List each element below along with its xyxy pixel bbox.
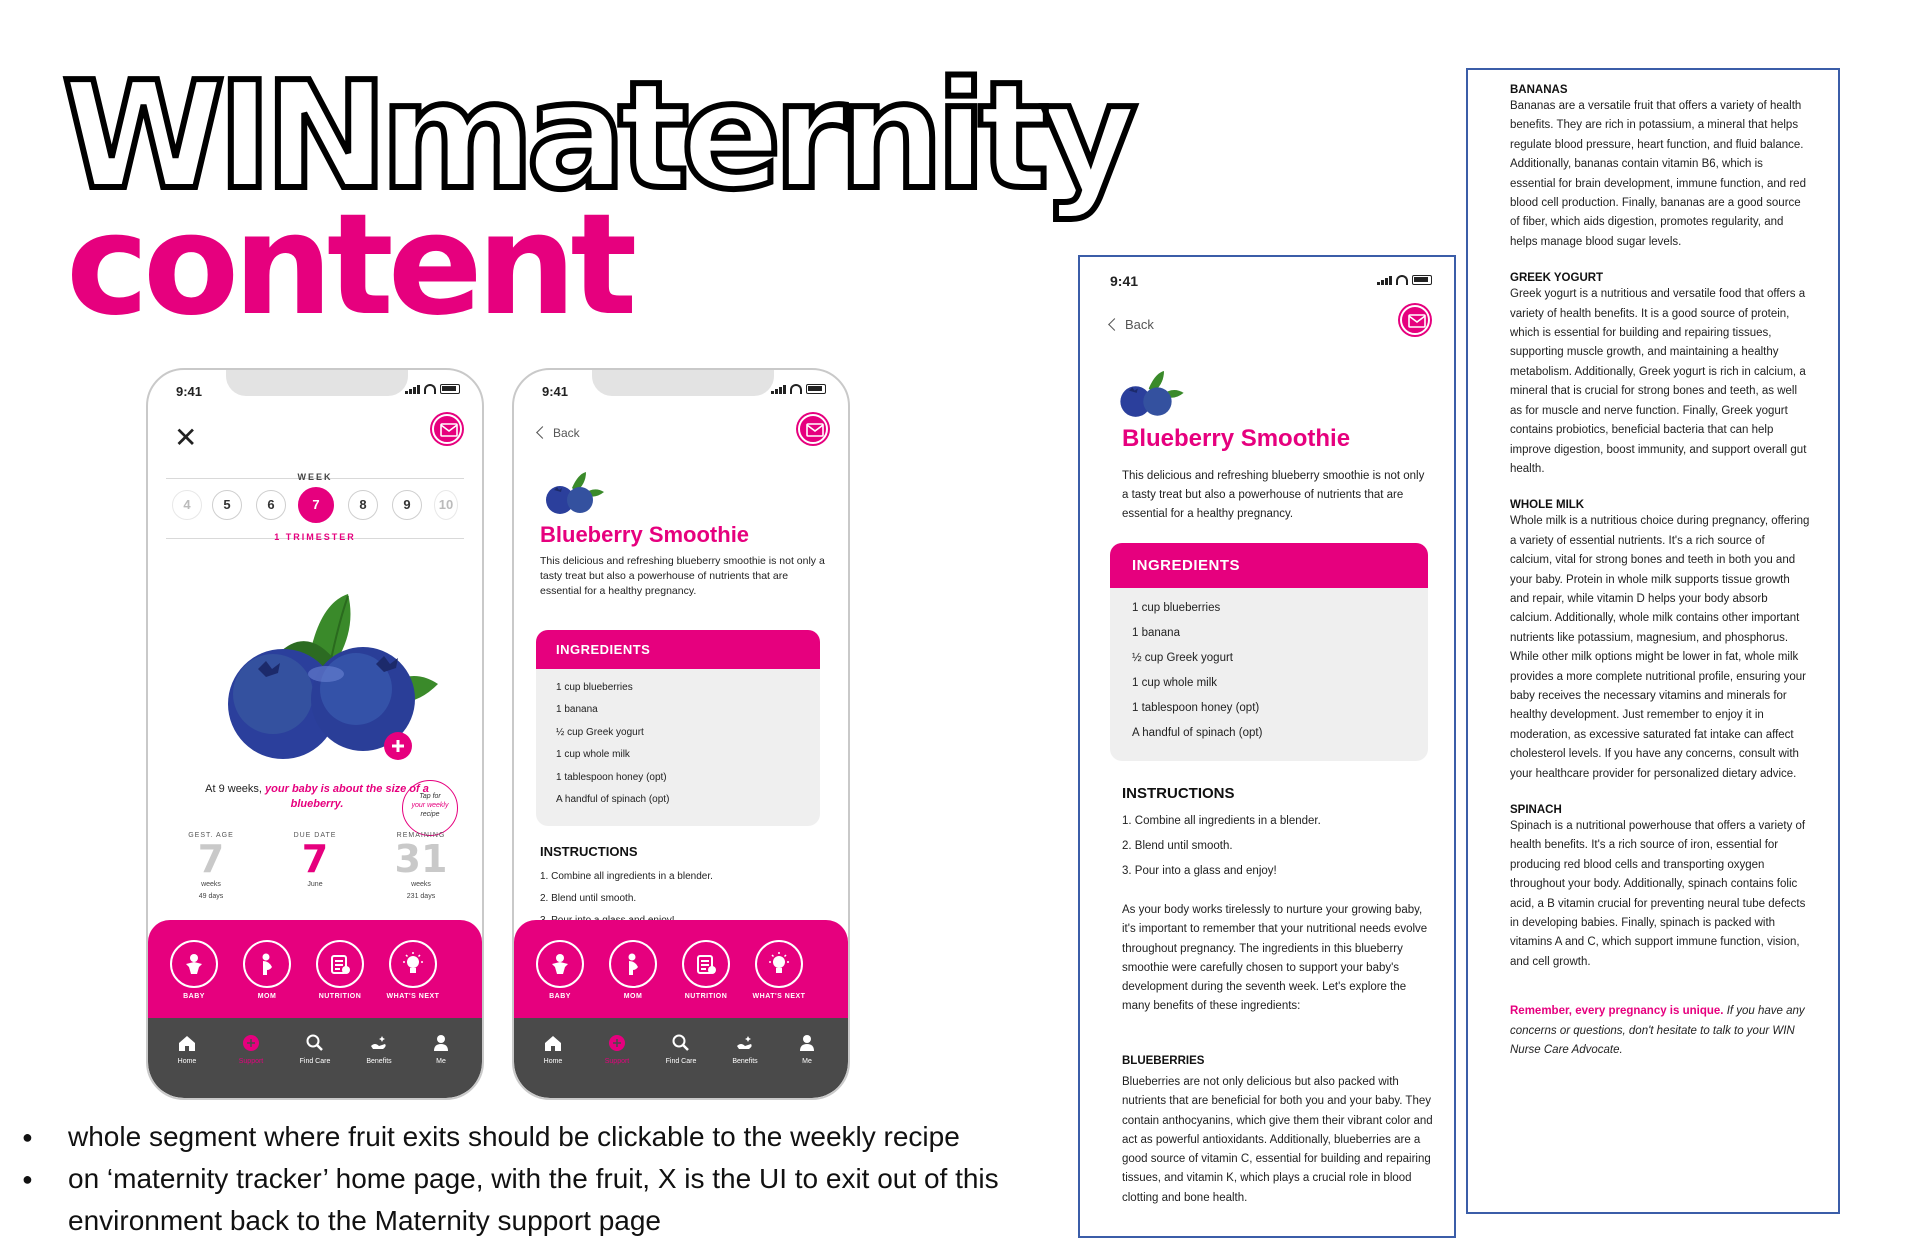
instruction-step: 3. Pour into a glass and enjoy! bbox=[1122, 865, 1277, 877]
instructions-heading: INSTRUCTIONS bbox=[540, 844, 638, 859]
back-button[interactable] bbox=[1110, 317, 1154, 332]
battery-icon bbox=[440, 384, 460, 394]
support-nav-label: WHAT'S NEXT bbox=[752, 993, 806, 1000]
ingredient-item: A handful of spinach (opt) bbox=[1132, 727, 1263, 739]
page-title-line2: content bbox=[66, 184, 632, 347]
benefit-text: Greek yogurt is a nutritious and versatile food that offers a variety of health benefits. It is a good source of protein, which is essential for building and repairing tissues, supporting muscle growth, and maintaining a healthy metabolism. Additionally, Greek yogurt is rich in calcium, a mineral that is crucial for strong bones and teeth, as well as for muscle and nerve function. Finally, Greek yogurt contains probiotics, beneficial bacteria that can help improve digestion, boost immunity, and support overall gut health. bbox=[1510, 288, 1807, 475]
status-time: 9:41 bbox=[1110, 273, 1139, 289]
support-nav-label: BABY bbox=[549, 993, 571, 1000]
ingredients-heading: INGREDIENTS bbox=[536, 630, 820, 669]
benefits-icon bbox=[369, 1034, 389, 1052]
bottom-nav-me[interactable] bbox=[777, 1034, 837, 1065]
bottom-nav-me[interactable] bbox=[411, 1034, 471, 1065]
message-button[interactable] bbox=[432, 414, 462, 444]
recipe-intro: This delicious and refreshing blueberry smoothie is not only a tasty treat but also a powerhouse of nutrients that are essential for a healthy pregnancy. bbox=[1122, 470, 1425, 520]
stat-label: REMAINING bbox=[396, 832, 446, 839]
status-time: 9:41 bbox=[542, 384, 569, 399]
footer-note bbox=[1510, 1002, 1810, 1060]
recipe-body-text: As your body works tirelessly to nurture your growing baby, it's important to remember that your nutritional needs evolve throughout pregnancy. The ingredients in this blueberry smoothie were carefully chosen to support your baby's development during the seventh week. Let's explore the many benefits of these ingredients: bbox=[1122, 904, 1428, 1013]
ingredients-card bbox=[536, 630, 820, 826]
tap-bubble-line: Tap for bbox=[419, 793, 441, 800]
support-nav-label: MOM bbox=[257, 993, 277, 1000]
instruction-step: 2. Blend until smooth. bbox=[1122, 840, 1233, 852]
signal-icon bbox=[405, 384, 420, 394]
back-label: Back bbox=[553, 426, 580, 440]
week-selector[interactable] bbox=[172, 490, 462, 524]
benefit-heading: SPINACH bbox=[1510, 804, 1562, 816]
bottom-nav-label: Support bbox=[238, 1058, 264, 1065]
back-label: Back bbox=[1125, 317, 1154, 332]
instruction-step: 1. Combine all ingredients in a blender. bbox=[1122, 815, 1321, 827]
benefit-text: Bananas are a versatile fruit that offers a variety of health benefits. They are rich in potassium, a mineral that helps regulate blood pressure, heart function, and fluid balance. Additionally, bananas contain vitamin B6, which is essential for brain development, immune function, and red blood cell production. Finally, bananas are a good source of fiber, which aids digestion, promotes regularity, and helps manage blood sugar levels. bbox=[1510, 100, 1806, 248]
chevron-left-icon bbox=[1108, 318, 1121, 331]
search-icon bbox=[671, 1034, 691, 1052]
benefit-text: Whole milk is a nutritious choice during pregnancy, offering a variety of essential nutrients. It's a rich source of calcium, vital for strong bones and teeth in both you and your baby. Protein in whole milk supports tissue growth and repair, while vitamin D helps your body absorb calcium. Additionally, whole milk contains other important nutrients like potassium, magnesium, and phosphorus. While other milk options might be lower in fat, whole milk provides a more complete nutritional profile, ensuring your baby receives the necessary vitamins and minerals for healthy development. Just remember to enjoy it in moderation, as excessive saturated fat intake can affect cholesterol levels. If you have any concerns, consult with your healthcare provider for personalized dietary advice. bbox=[1510, 515, 1810, 780]
baby-size-caption bbox=[188, 782, 446, 812]
stat-sub: 49 days bbox=[198, 893, 224, 900]
person-icon bbox=[797, 1034, 817, 1052]
ingredient-item: A handful of spinach (opt) bbox=[556, 794, 670, 806]
stat-label: DUE DATE bbox=[293, 832, 337, 839]
message-button[interactable] bbox=[1400, 305, 1430, 335]
caption-prefix: At 9 weeks, bbox=[205, 783, 262, 795]
bottom-nav-label: Benefits bbox=[732, 1058, 758, 1065]
bottom-nav-home[interactable] bbox=[157, 1034, 217, 1065]
benefit-section bbox=[1510, 499, 1810, 784]
benefits-column bbox=[1466, 68, 1840, 1214]
note-item: ● whole segment where fruit exits should be clickable to the weekly recipe bbox=[22, 1116, 1042, 1158]
mom-icon bbox=[621, 952, 645, 976]
trimester-label: 1 TRIMESTER bbox=[274, 532, 356, 542]
blueberries-heading: BLUEBERRIES bbox=[1122, 1055, 1205, 1067]
wifi-icon bbox=[424, 384, 436, 394]
recipe-phone bbox=[512, 368, 850, 1100]
bottom-nav-label: Me bbox=[802, 1058, 812, 1065]
stat-value: 31 bbox=[394, 837, 448, 881]
pregnancy-stats bbox=[166, 832, 466, 902]
ingredient-item: 1 banana bbox=[556, 704, 598, 716]
caption-emphasis: your baby is about the size of a blueberry. bbox=[265, 783, 429, 810]
wifi-icon bbox=[790, 384, 802, 394]
mail-icon bbox=[1408, 314, 1426, 328]
instruction-step: 2. Blend until smooth. bbox=[540, 893, 637, 904]
support-nav-mom[interactable] bbox=[232, 940, 302, 1000]
blueberry-icon bbox=[1118, 371, 1186, 419]
bottom-nav-label: Home bbox=[543, 1058, 563, 1065]
blueberries-text: Blueberries are not only delicious but also packed with nutrients that are beneficial for both you and your baby. They contain anthocyanins, which give them their vibrant color and act as powerful antioxidants. Additionally, blueberries are a good source of vitamin C, essential for building and repairing tissues, and vitamin K, which plays a crucial role in blood clotting and bone health. bbox=[1122, 1076, 1433, 1204]
benefit-heading: BANANAS bbox=[1510, 84, 1568, 96]
bottom-nav-home[interactable] bbox=[523, 1034, 583, 1065]
close-icon[interactable]: ✕ bbox=[174, 422, 198, 453]
benefit-heading: WHOLE MILK bbox=[1510, 499, 1585, 512]
ingredient-item: 1 cup whole milk bbox=[556, 749, 630, 761]
week-item[interactable]: 10 bbox=[434, 490, 458, 520]
mom-icon bbox=[255, 952, 279, 976]
bottom-nav-label: Find Care bbox=[665, 1058, 697, 1065]
battery-icon bbox=[806, 384, 826, 394]
back-button[interactable] bbox=[538, 426, 580, 440]
footer-note-bold: Remember, every pregnancy is unique. bbox=[1510, 1005, 1724, 1018]
chevron-left-icon bbox=[536, 426, 549, 439]
support-nav bbox=[514, 920, 848, 1020]
signal-icon bbox=[771, 384, 786, 394]
ingredient-item: 1 banana bbox=[1132, 627, 1180, 639]
mail-icon bbox=[806, 423, 824, 437]
nutrition-icon bbox=[694, 952, 718, 976]
week-item-active[interactable]: 7 bbox=[298, 487, 334, 523]
support-nav-label: BABY bbox=[183, 993, 205, 1000]
support-icon bbox=[607, 1034, 627, 1052]
bottom-nav-label: Benefits bbox=[366, 1058, 392, 1065]
support-nav-label: MOM bbox=[623, 993, 643, 1000]
bottom-nav-benefits[interactable] bbox=[349, 1034, 409, 1065]
mail-icon bbox=[440, 423, 458, 437]
ingredient-item: 1 cup blueberries bbox=[556, 682, 633, 693]
tap-bubble-line: recipe bbox=[420, 810, 440, 818]
ingredient-item: 1 tablespoon honey (opt) bbox=[556, 771, 667, 783]
blueberry-icon bbox=[544, 472, 606, 516]
stat-unit: June bbox=[307, 881, 323, 888]
recipe-full-screen bbox=[1078, 255, 1456, 1238]
stat-unit: weeks bbox=[411, 881, 431, 888]
bottom-nav-support[interactable] bbox=[587, 1034, 647, 1065]
note-item: ● on ‘maternity tracker’ home page, with the fruit, X is the UI to exit out of this environment back to the Maternity support page bbox=[22, 1158, 1042, 1242]
page-title-line1: WINmaternity bbox=[62, 50, 1130, 222]
bottom-nav-label: Me bbox=[436, 1058, 446, 1065]
recipe-title: Blueberry Smoothie bbox=[1122, 425, 1351, 452]
tap-bubble-line: your weekly bbox=[411, 801, 449, 809]
ingredient-item: ½ cup Greek yogurt bbox=[556, 726, 644, 738]
instructions-heading: INSTRUCTIONS bbox=[1122, 785, 1235, 802]
week-label: WEEK bbox=[297, 472, 333, 482]
week-item[interactable]: 8 bbox=[348, 490, 378, 520]
week-item[interactable]: 6 bbox=[256, 490, 286, 520]
support-nav-label: WHAT'S NEXT bbox=[386, 993, 440, 1000]
bottom-nav bbox=[514, 1018, 848, 1098]
recipe-intro: This delicious and refreshing blueberry smoothie is not only a tasty treat but also a powerhouse of nutrients that are essential for a healthy pregnancy. bbox=[540, 555, 825, 597]
lightbulb-icon bbox=[767, 952, 791, 976]
stat-sub: 231 days bbox=[406, 893, 436, 900]
support-icon bbox=[241, 1034, 261, 1052]
message-button[interactable] bbox=[798, 414, 828, 444]
status-bar bbox=[514, 370, 848, 406]
tracker-phone bbox=[146, 368, 484, 1100]
stat-due-date bbox=[270, 832, 360, 891]
benefits-icon bbox=[735, 1034, 755, 1052]
bottom-nav-support[interactable] bbox=[221, 1034, 281, 1065]
stat-unit: weeks bbox=[201, 881, 221, 888]
benefit-text: Spinach is a nutritional powerhouse that offers a variety of health benefits. It's a rich source of iron, essential for producing red blood cells and transporting oxygen throughout your body. Additionally, spinach contains folic acid, a B vitamin crucial for preventing neural tube defects in developing babies. Finally, spinach is packed with vitamins A and C, which support immune function, vision, and cell growth. bbox=[1510, 820, 1806, 968]
baby-icon bbox=[182, 952, 206, 976]
home-icon bbox=[177, 1034, 197, 1052]
support-nav-nutrition[interactable] bbox=[305, 940, 375, 1000]
benefit-section bbox=[1510, 84, 1810, 252]
support-nav-whats-next[interactable] bbox=[744, 940, 814, 1000]
bottom-nav-find-care[interactable] bbox=[651, 1034, 711, 1065]
stat-value: 7 bbox=[197, 837, 225, 881]
stat-gest-age bbox=[166, 832, 256, 903]
nutrition-icon bbox=[328, 952, 352, 976]
search-icon bbox=[305, 1034, 325, 1052]
bottom-nav-find-care[interactable] bbox=[285, 1034, 345, 1065]
instructions-list bbox=[1122, 809, 1321, 884]
wifi-icon bbox=[1396, 275, 1408, 285]
bottom-nav-label: Find Care bbox=[299, 1058, 331, 1065]
week-item[interactable]: 4 bbox=[172, 490, 202, 520]
ingredient-item: ½ cup Greek yogurt bbox=[1132, 652, 1233, 664]
ingredients-heading: INGREDIENTS bbox=[1110, 543, 1428, 588]
ingredient-item: 1 cup blueberries bbox=[1132, 602, 1221, 614]
support-nav-whats-next[interactable] bbox=[378, 940, 448, 1000]
support-nav-nutrition[interactable] bbox=[671, 940, 741, 1000]
ingredients-card bbox=[1110, 543, 1428, 761]
person-icon bbox=[431, 1034, 451, 1052]
stat-remaining bbox=[376, 832, 466, 903]
benefit-section bbox=[1510, 804, 1810, 972]
support-nav-label: NUTRITION bbox=[318, 993, 362, 1000]
recipe-title: Blueberry Smoothie bbox=[540, 522, 750, 547]
support-nav-baby[interactable] bbox=[159, 940, 229, 1000]
signal-icon bbox=[1377, 275, 1392, 285]
instruction-step: 1. Combine all ingredients in a blender. bbox=[540, 871, 713, 882]
status-bar bbox=[148, 370, 482, 406]
benefit-heading: GREEK YOGURT bbox=[1510, 272, 1604, 285]
stat-value: 7 bbox=[301, 837, 329, 881]
annotation-notes bbox=[22, 1116, 1042, 1242]
lightbulb-icon bbox=[401, 952, 425, 976]
baby-icon bbox=[548, 952, 572, 976]
status-time: 9:41 bbox=[176, 384, 203, 399]
battery-icon bbox=[1412, 275, 1432, 285]
support-nav bbox=[148, 920, 482, 1020]
bottom-nav-benefits[interactable] bbox=[715, 1034, 775, 1065]
home-icon bbox=[543, 1034, 563, 1052]
stat-label: GEST. AGE bbox=[188, 832, 234, 839]
support-nav-mom[interactable] bbox=[598, 940, 668, 1000]
footer-note-rest: If you have any concerns or questions, don't hesitate to talk to your WIN Nurse Care Advocate. bbox=[1510, 1005, 1805, 1057]
week-item[interactable]: 5 bbox=[212, 490, 242, 520]
bottom-nav bbox=[148, 1018, 482, 1098]
ingredient-item: 1 cup whole milk bbox=[1132, 677, 1218, 689]
support-nav-label: NUTRITION bbox=[684, 993, 728, 1000]
bottom-nav-label: Support bbox=[604, 1058, 630, 1065]
support-nav-baby[interactable] bbox=[525, 940, 595, 1000]
bottom-nav-label: Home bbox=[177, 1058, 197, 1065]
benefit-section bbox=[1510, 272, 1810, 479]
week-item[interactable]: 9 bbox=[392, 490, 422, 520]
blueberry-illustration[interactable] bbox=[208, 584, 448, 774]
ingredient-item: 1 tablespoon honey (opt) bbox=[1132, 702, 1260, 714]
